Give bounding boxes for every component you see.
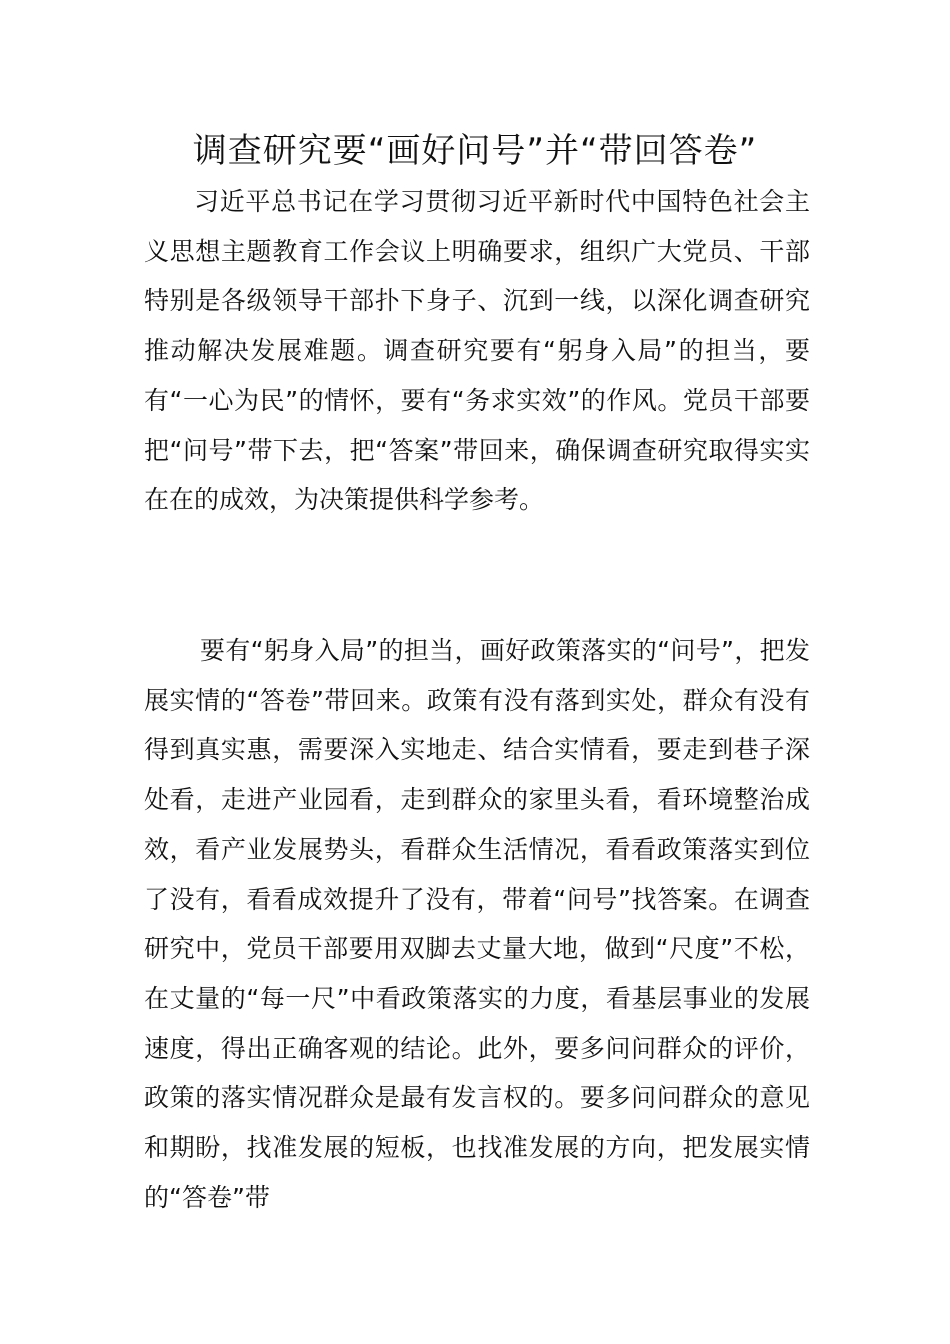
- paragraph-intro: 习近平总书记在学习贯彻习近平新时代中国特色社会主义思想主题教育工作会议上明确要求，组织广大党员、干部特别是各级领导干部扑下身子、沉到一线，以深化调查研究推动解决发展难题。调查研究要有“躬身入局”的担当，要有“一心为民”的情怀，要有“务求实效”的作风。党员干部要把“问号”带下去，把“答案”带回来，确保调查研究取得实实在在的成效，为决策提供科学参考。: [144, 187, 810, 515]
- paragraph-body: 要有“躬身入局”的担当，画好政策落实的“问号”，把发展实情的“答卷”带回来。政策有没有落到实处，群众有没有得到真实惠，需要深入实地走、结合实情看，要走到巷子深处看，走进产业园看，走到群众的家里头看，看环境整治成效，看产业发展势头，看群众生活情况，看看政策落实到位了没有，看看成效提升了没有，带着“问号”找答案。在调查研究中，党员干部要用双脚去丈量大地，做到“尺度”不松，在丈量的“每一尺”中看政策落实的力度，看基层事业的发展速度，得出正确客观的结论。此外，要多问问群众的评价，政策的落实情况群众是最有发言权的。要多问问群众的意见和期盼，找准发展的短板，也找准发展的方向，把发展实情的“答卷”带: [144, 636, 810, 1212]
- document-title: 调查研究要“画好问号”并“带回答卷”: [192, 131, 758, 171]
